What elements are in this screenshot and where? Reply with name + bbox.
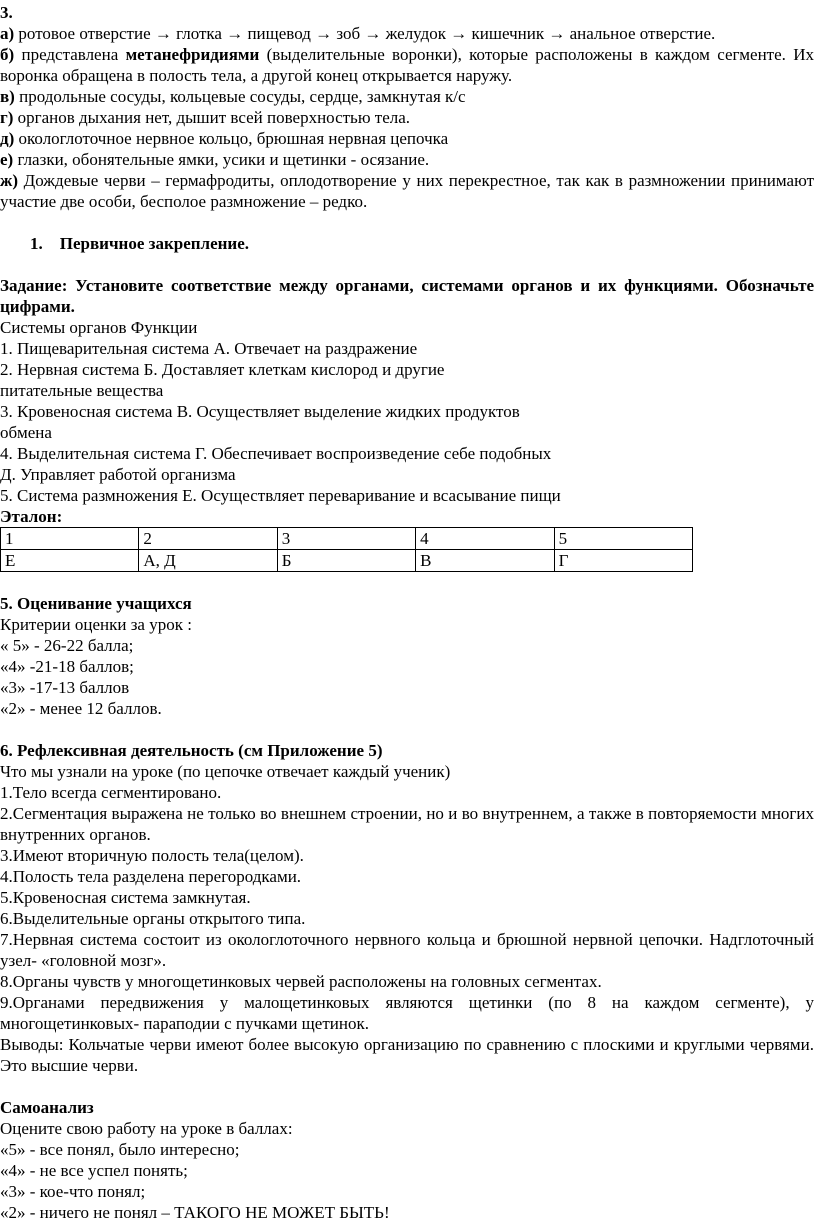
reflection-item: 3.Имеют вторичную полость тела(целом). [0, 846, 304, 865]
reflection-item: 4.Полость тела разделена перегородками. [0, 867, 302, 886]
etalon-cell: 4 [416, 528, 554, 550]
reflection-item: 7.Нервная система состоит из окологлоточного нервного кольца и брюшной нервной цепочки. Надглоточный узел- «головной мозг». [0, 930, 814, 970]
matching-line: питательные вещества [0, 381, 164, 400]
spacer [0, 254, 816, 275]
section-6-heading: 6. Рефлексивная деятельность (см Приложение 5) [0, 741, 383, 760]
self-analysis-heading: Самоанализ [0, 1098, 94, 1117]
matching-line: Системы органов Функции [0, 318, 198, 337]
self-analysis-line: «3» - кое-что понял; [0, 1182, 146, 1201]
section-number: 1. [30, 234, 43, 253]
etalon-cell: А, Д [139, 550, 277, 572]
answer-text: продольные сосуды, кольцевые сосуды, сердце, замкнутая к/с [14, 87, 466, 106]
matching-line: 5. Система размножения Е. Осуществляет переваривание и всасывание пищи [0, 486, 561, 505]
self-analysis-line: Оцените свою работу на уроке в баллах: [0, 1119, 293, 1138]
reflection-item: 1.Тело всегда сегментировано. [0, 783, 222, 802]
answer-zh [0, 170, 816, 212]
matching-line: 1. Пищеварительная система А. Отвечает на раздражение [0, 339, 418, 358]
reflection-item: 9.Органами передвижения у малощетинковых являются щетинки (по 8 на каждом сегменте), у многощетинковых- параподии с пучками щетинок. [0, 993, 814, 1033]
answer-label: д) [0, 129, 15, 148]
grading-line: «2» - менее 12 баллов. [0, 699, 162, 718]
answer-g [0, 107, 816, 128]
etalon-cell: 1 [1, 528, 139, 550]
answer-text: ротовое отверстие → глотка → пищевод → зоб → желудок → кишечник → анальное отверстие. [14, 24, 716, 43]
answer-label: а) [0, 24, 15, 43]
task-label: Задание: [0, 276, 68, 295]
conclusion: Выводы: Кольчатые черви имеют более высокую организацию по сравнению с плоскими и круглыми червями. Это высшие черви. [0, 1035, 814, 1075]
etalon-label: Эталон: [0, 507, 63, 526]
answer-label: г) [0, 108, 14, 127]
answer-a [0, 23, 816, 44]
answer-label: ж) [0, 171, 18, 190]
etalon-cell: Г [554, 550, 692, 572]
section-title: Первичное закрепление. [59, 234, 250, 253]
etalon-cell: Б [277, 550, 415, 572]
matching-line: обмена [0, 423, 52, 442]
reflection-item: 6.Выделительные органы открытого типа. [0, 909, 306, 928]
etalon-cell: Е [1, 550, 139, 572]
answer-text: органов дыхания нет, дышит всей поверхностью тела. [13, 108, 411, 127]
answer-label: в) [0, 87, 15, 106]
reflection-intro: Что мы узнали на уроке (по цепочке отвечает каждый ученик) [0, 762, 451, 781]
answer-label: е) [0, 150, 14, 169]
section-3-heading: 3. [0, 3, 13, 22]
matching-line: 3. Кровеносная система В. Осуществляет выделение жидких продуктов [0, 402, 520, 421]
answer-e [0, 149, 816, 170]
grading-line: « 5» - 26-22 балла; [0, 636, 134, 655]
etalon-header-row [1, 528, 693, 550]
spacer [0, 719, 816, 740]
spacer [0, 1076, 816, 1097]
task-text: Установите соответствие между органами, системами органов и их функциями. Обозначьте цифрами. [0, 276, 814, 316]
etalon-table [0, 527, 693, 572]
matching-line: 2. Нервная система Б. Доставляет клеткам кислород и другие [0, 360, 445, 379]
reflection-item: 8.Органы чувств у многощетинковых червей расположены на головных сегментах. [0, 972, 602, 991]
self-analysis-line: «2» - ничего не понял – ТАКОГО НЕ МОЖЕТ БЫТЬ! [0, 1203, 390, 1222]
section-5-heading: 5. Оценивание учащихся [0, 594, 192, 613]
spacer [0, 212, 816, 233]
spacer [0, 572, 816, 593]
grading-line: «4» -21-18 баллов; [0, 657, 134, 676]
answer-text: представлена [14, 45, 126, 64]
task-statement [0, 275, 816, 317]
answer-d [0, 128, 816, 149]
self-analysis-line: «4» - не все успел понять; [0, 1161, 188, 1180]
etalon-cell: 2 [139, 528, 277, 550]
reflection-item: 5.Кровеносная система замкнутая. [0, 888, 251, 907]
answer-text: Дождевые черви – гермафродиты, оплодотворение у них перекрестное, так как в размножении принимают участие две особи, бесполое размножение – редко. [0, 171, 814, 211]
answer-text: окологлоточное нервное кольцо, брюшная нервная цепочка [14, 129, 449, 148]
matching-line: 4. Выделительная система Г. Обеспечивает воспроизведение себе подобных [0, 444, 552, 463]
grading-line: Критерии оценки за урок : [0, 615, 192, 634]
section-1-heading [0, 233, 816, 254]
matching-line: Д. Управляет работой организма [0, 465, 236, 484]
etalon-cell: 5 [554, 528, 692, 550]
self-analysis-line: «5» - все понял, было интересно; [0, 1140, 240, 1159]
reflection-item: 2.Сегментация выражена не только во внешнем строении, но и во внутреннем, а также в повторяемости многих внутренних органов. [0, 804, 814, 844]
etalon-cell: В [416, 550, 554, 572]
answer-v [0, 86, 816, 107]
answer-text: (выделительные воронки), которые расположены в каждом сегменте. Их воронка обращена в полость тела, а другой конец открывается наружу. [0, 45, 814, 85]
etalon-cell: 3 [277, 528, 415, 550]
answer-text: глазки, обонятельные ямки, усики и щетинки - осязание. [13, 150, 430, 169]
etalon-values-row [1, 550, 693, 572]
answer-label: б) [0, 45, 15, 64]
answer-b [0, 44, 816, 86]
grading-line: «3» -17-13 баллов [0, 678, 130, 697]
answer-bold-term: метанефридиями [125, 45, 260, 64]
